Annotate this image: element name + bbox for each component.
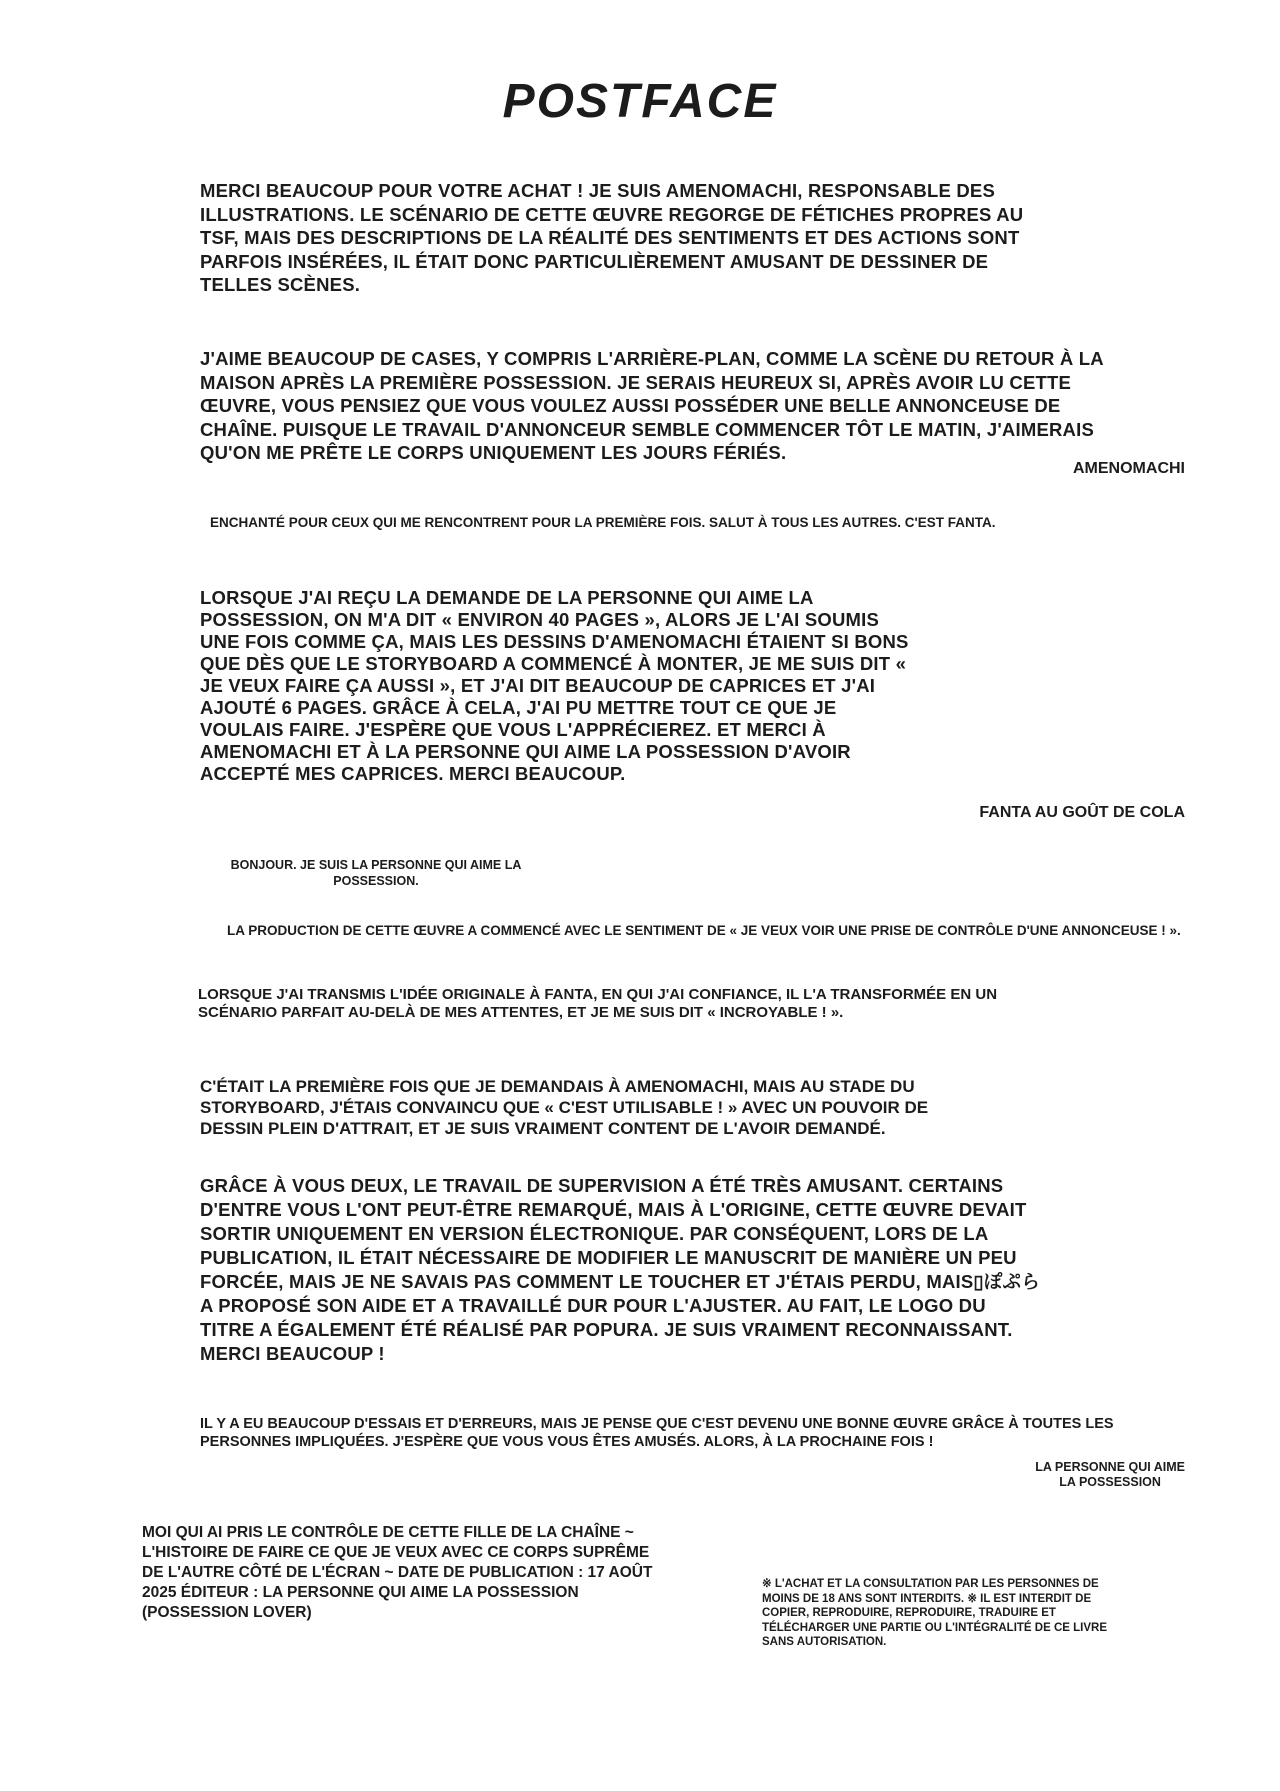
text-line: MOI QUI AI PRIS LE CONTRÔLE DE CETTE FILLE DE LA CHAÎNE ~	[142, 1524, 634, 1541]
text-line: CHAÎNE. PUISQUE LE TRAVAIL D'ANNONCEUR SEMBLE COMMENCER TÔT LE MATIN, J'AIMERAIS	[200, 418, 1094, 440]
supervisor-note-paragraph-2	[200, 1076, 928, 1139]
supervisor-note-paragraph-1	[198, 986, 997, 1021]
signature-amenomachi: AMENOMACHI	[1073, 460, 1185, 477]
fanta-intro-line: ENCHANTÉ POUR CEUX QUI ME RENCONTRENT POUR LA PREMIÈRE FOIS. SALUT À TOUS LES AUTRES. C'EST FANTA.	[210, 515, 996, 530]
text-line: ILLUSTRATIONS. LE SCÉNARIO DE CETTE ŒUVRE REGORGE DE FÉTICHES PROPRES AU	[200, 203, 1024, 225]
text-line: MAISON APRÈS LA PREMIÈRE POSSESSION. JE SERAIS HEUREUX SI, APRÈS AVOIR LU CETTE	[200, 371, 1072, 393]
writer-note-paragraph	[200, 587, 909, 785]
text-line: J'AIME BEAUCOUP DE CASES, Y COMPRIS L'ARRIÈRE-PLAN, COMME LA SCÈNE DU RETOUR À LA	[200, 348, 1104, 369]
text-line: DESSIN PLEIN D'ATTRAIT, ET JE SUIS VRAIMENT CONTENT DE L'AVOIR DEMANDÉ.	[200, 1119, 886, 1138]
illustrator-note-paragraph	[200, 179, 1023, 297]
text-line: LA POSSESSION	[1059, 1475, 1161, 1489]
text-line: GRÂCE À VOUS DEUX, LE TRAVAIL DE SUPERVISION A ÉTÉ TRÈS AMUSANT. CERTAINS	[200, 1175, 1004, 1196]
text-line: JE VEUX FAIRE ÇA AUSSI », ET J'AI DIT BEAUCOUP DE CAPRICES ET J'AI	[200, 675, 876, 696]
text-line: IL Y A EU BEAUCOUP D'ESSAIS ET D'ERREURS, MAIS JE PENSE QUE C'EST DEVENU UNE BONNE ŒUVRE GRÂCE À TOUTES LES	[200, 1416, 1114, 1432]
text-line: SCÉNARIO PARFAIT AU-DELÀ DE MES ATTENTES, ET JE ME SUIS DIT « INCROYABLE ! ».	[198, 1003, 844, 1021]
text-line: D'ENTRE VOUS L'ONT PEUT-ÊTRE REMARQUÉ, MAIS À L'ORIGINE, CETTE ŒUVRE DEVAIT	[200, 1199, 1027, 1220]
text-line: TSF, MAIS DES DESCRIPTIONS DE LA RÉALITÉ DES SENTIMENTS ET DES ACTIONS SONT	[200, 227, 1020, 248]
text-line: SORTIR UNIQUEMENT EN VERSION ÉLECTRONIQUE. PAR CONSÉQUENT, LORS DE LA	[200, 1223, 989, 1244]
text-line: ACCEPTÉ MES CAPRICES. MERCI BEAUCOUP.	[200, 763, 626, 784]
text-line: C'ÉTAIT LA PREMIÈRE FOIS QUE JE DEMANDAIS À AMENOMACHI, MAIS AU STADE DU	[200, 1077, 915, 1096]
supervisor-note-paragraph-3	[200, 1174, 1040, 1366]
text-line: 2025 ÉDITEUR : LA PERSONNE QUI AIME LA POSSESSION	[142, 1584, 579, 1601]
text-line: STORYBOARD, J'ÉTAIS CONVAINCU QUE « C'EST UTILISABLE ! » AVEC UN POUVOIR DE	[200, 1098, 929, 1117]
text-line: MERCI BEAUCOUP !	[200, 1343, 385, 1364]
page-title: POSTFACE	[502, 75, 778, 128]
text-line: PERSONNES IMPLIQUÉES. J'ESPÈRE QUE VOUS VOUS ÊTES AMUSÉS. ALORS, À LA PROCHAINE FOIS !	[200, 1433, 934, 1450]
text-line: LA PERSONNE QUI AIME	[1035, 1460, 1185, 1474]
text-line: AMENOMACHI ET À LA PERSONNE QUI AIME LA POSSESSION D'AVOIR	[200, 741, 851, 762]
text-line: LORSQUE J'AI TRANSMIS L'IDÉE ORIGINALE À FANTA, EN QUI J'AI CONFIANCE, IL L'A TRANSFORMÉE EN UN	[198, 986, 998, 1003]
text-line: UNE FOIS COMME ÇA, MAIS LES DESSINS D'AMENOMACHI ÉTAIENT SI BONS	[200, 631, 909, 652]
possession-lover-intro	[230, 857, 522, 889]
text-line: QU'ON ME PRÊTE LE CORPS UNIQUEMENT LES JOURS FÉRIÉS.	[200, 442, 787, 463]
text-line: AJOUTÉ 6 PAGES. GRÂCE À CELA, J'AI PU METTRE TOUT CE QUE JE	[200, 697, 837, 718]
closing-note-paragraph	[200, 1416, 1114, 1451]
text-line: ※ L'ACHAT ET LA CONSULTATION PAR LES PERSONNES DE	[762, 1578, 1099, 1590]
text-line: TÉLÉCHARGER UNE PARTIE OU L'INTÉGRALITÉ DE CE LIVRE	[762, 1621, 1107, 1634]
text-line: MERCI BEAUCOUP POUR VOTRE ACHAT ! JE SUIS AMENOMACHI, RESPONSABLE DES	[200, 180, 995, 201]
text-line: MOINS DE 18 ANS SONT INTERDITS. ※ IL EST INTERDIT DE	[762, 1592, 1092, 1605]
text-line: VOULAIS FAIRE. J'ESPÈRE QUE VOUS L'APPRÉCIEREZ. ET MERCI À	[200, 719, 826, 740]
signature-possession-lover	[1035, 1460, 1185, 1490]
text-line: TELLES SCÈNES.	[200, 274, 361, 295]
text-line: LORSQUE J'AI REÇU LA DEMANDE DE LA PERSONNE QUI AIME LA	[200, 587, 814, 608]
text-line: FORCÉE, MAIS JE NE SAVAIS PAS COMMENT LE TOUCHER ET J'ÉTAIS PERDU, MAIS▯ぽぷら	[200, 1271, 1040, 1292]
text-line: TITRE A ÉGALEMENT ÉTÉ RÉALISÉ PAR POPURA. JE SUIS VRAIMENT RECONNAISSANT.	[200, 1319, 1013, 1340]
production-note-line: LA PRODUCTION DE CETTE ŒUVRE A COMMENCÉ AVEC LE SENTIMENT DE « JE VEUX VOIR UNE PRISE DE CONTRÔLE D'UNE ANNONCEUSE ! ».	[227, 923, 1181, 938]
text-line: L'HISTOIRE DE FAIRE CE QUE JE VEUX AVEC CE CORPS SUPRÊME	[142, 1544, 650, 1561]
text-line: PUBLICATION, IL ÉTAIT NÉCESSAIRE DE MODIFIER LE MANUSCRIT DE MANIÈRE UN PEU	[200, 1247, 1017, 1268]
text-line: DE L'AUTRE CÔTÉ DE L'ÉCRAN ~ DATE DE PUBLICATION : 17 AOÛT	[142, 1564, 653, 1581]
text-line: ŒUVRE, VOUS PENSIEZ QUE VOUS VOULEZ AUSSI POSSÉDER UNE BELLE ANNONCEUSE DE	[200, 395, 1061, 416]
colophon-block	[142, 1523, 652, 1623]
text-line: A PROPOSÉ SON AIDE ET A TRAVAILLÉ DUR POUR L'AJUSTER. AU FAIT, LE LOGO DU	[200, 1295, 986, 1316]
text-line: POSSESSION.	[333, 874, 419, 888]
text-line: POSSESSION, ON M'A DIT « ENVIRON 40 PAGES », ALORS JE L'AI SOUMIS	[200, 609, 880, 630]
text-line: BONJOUR. JE SUIS LA PERSONNE QUI AIME LA	[230, 858, 522, 872]
signature-fanta: FANTA AU GOÛT DE COLA	[979, 804, 1185, 821]
text-line: (POSSESSION LOVER)	[142, 1604, 312, 1621]
text-line: SANS AUTORISATION.	[762, 1636, 887, 1648]
illustrator-note-paragraph-2	[200, 347, 1104, 465]
text-line: PARFOIS INSÉRÉES, IL ÉTAIT DONC PARTICULIÈREMENT AMUSANT DE DESSINER DE	[200, 250, 989, 272]
text-line: COPIER, REPRODUIRE, REPRODUIRE, TRADUIRE ET	[762, 1607, 1056, 1619]
legal-notice-block	[762, 1577, 1107, 1650]
text-line: QUE DÈS QUE LE STORYBOARD A COMMENCÉ À MONTER, JE ME SUIS DIT «	[200, 653, 907, 674]
